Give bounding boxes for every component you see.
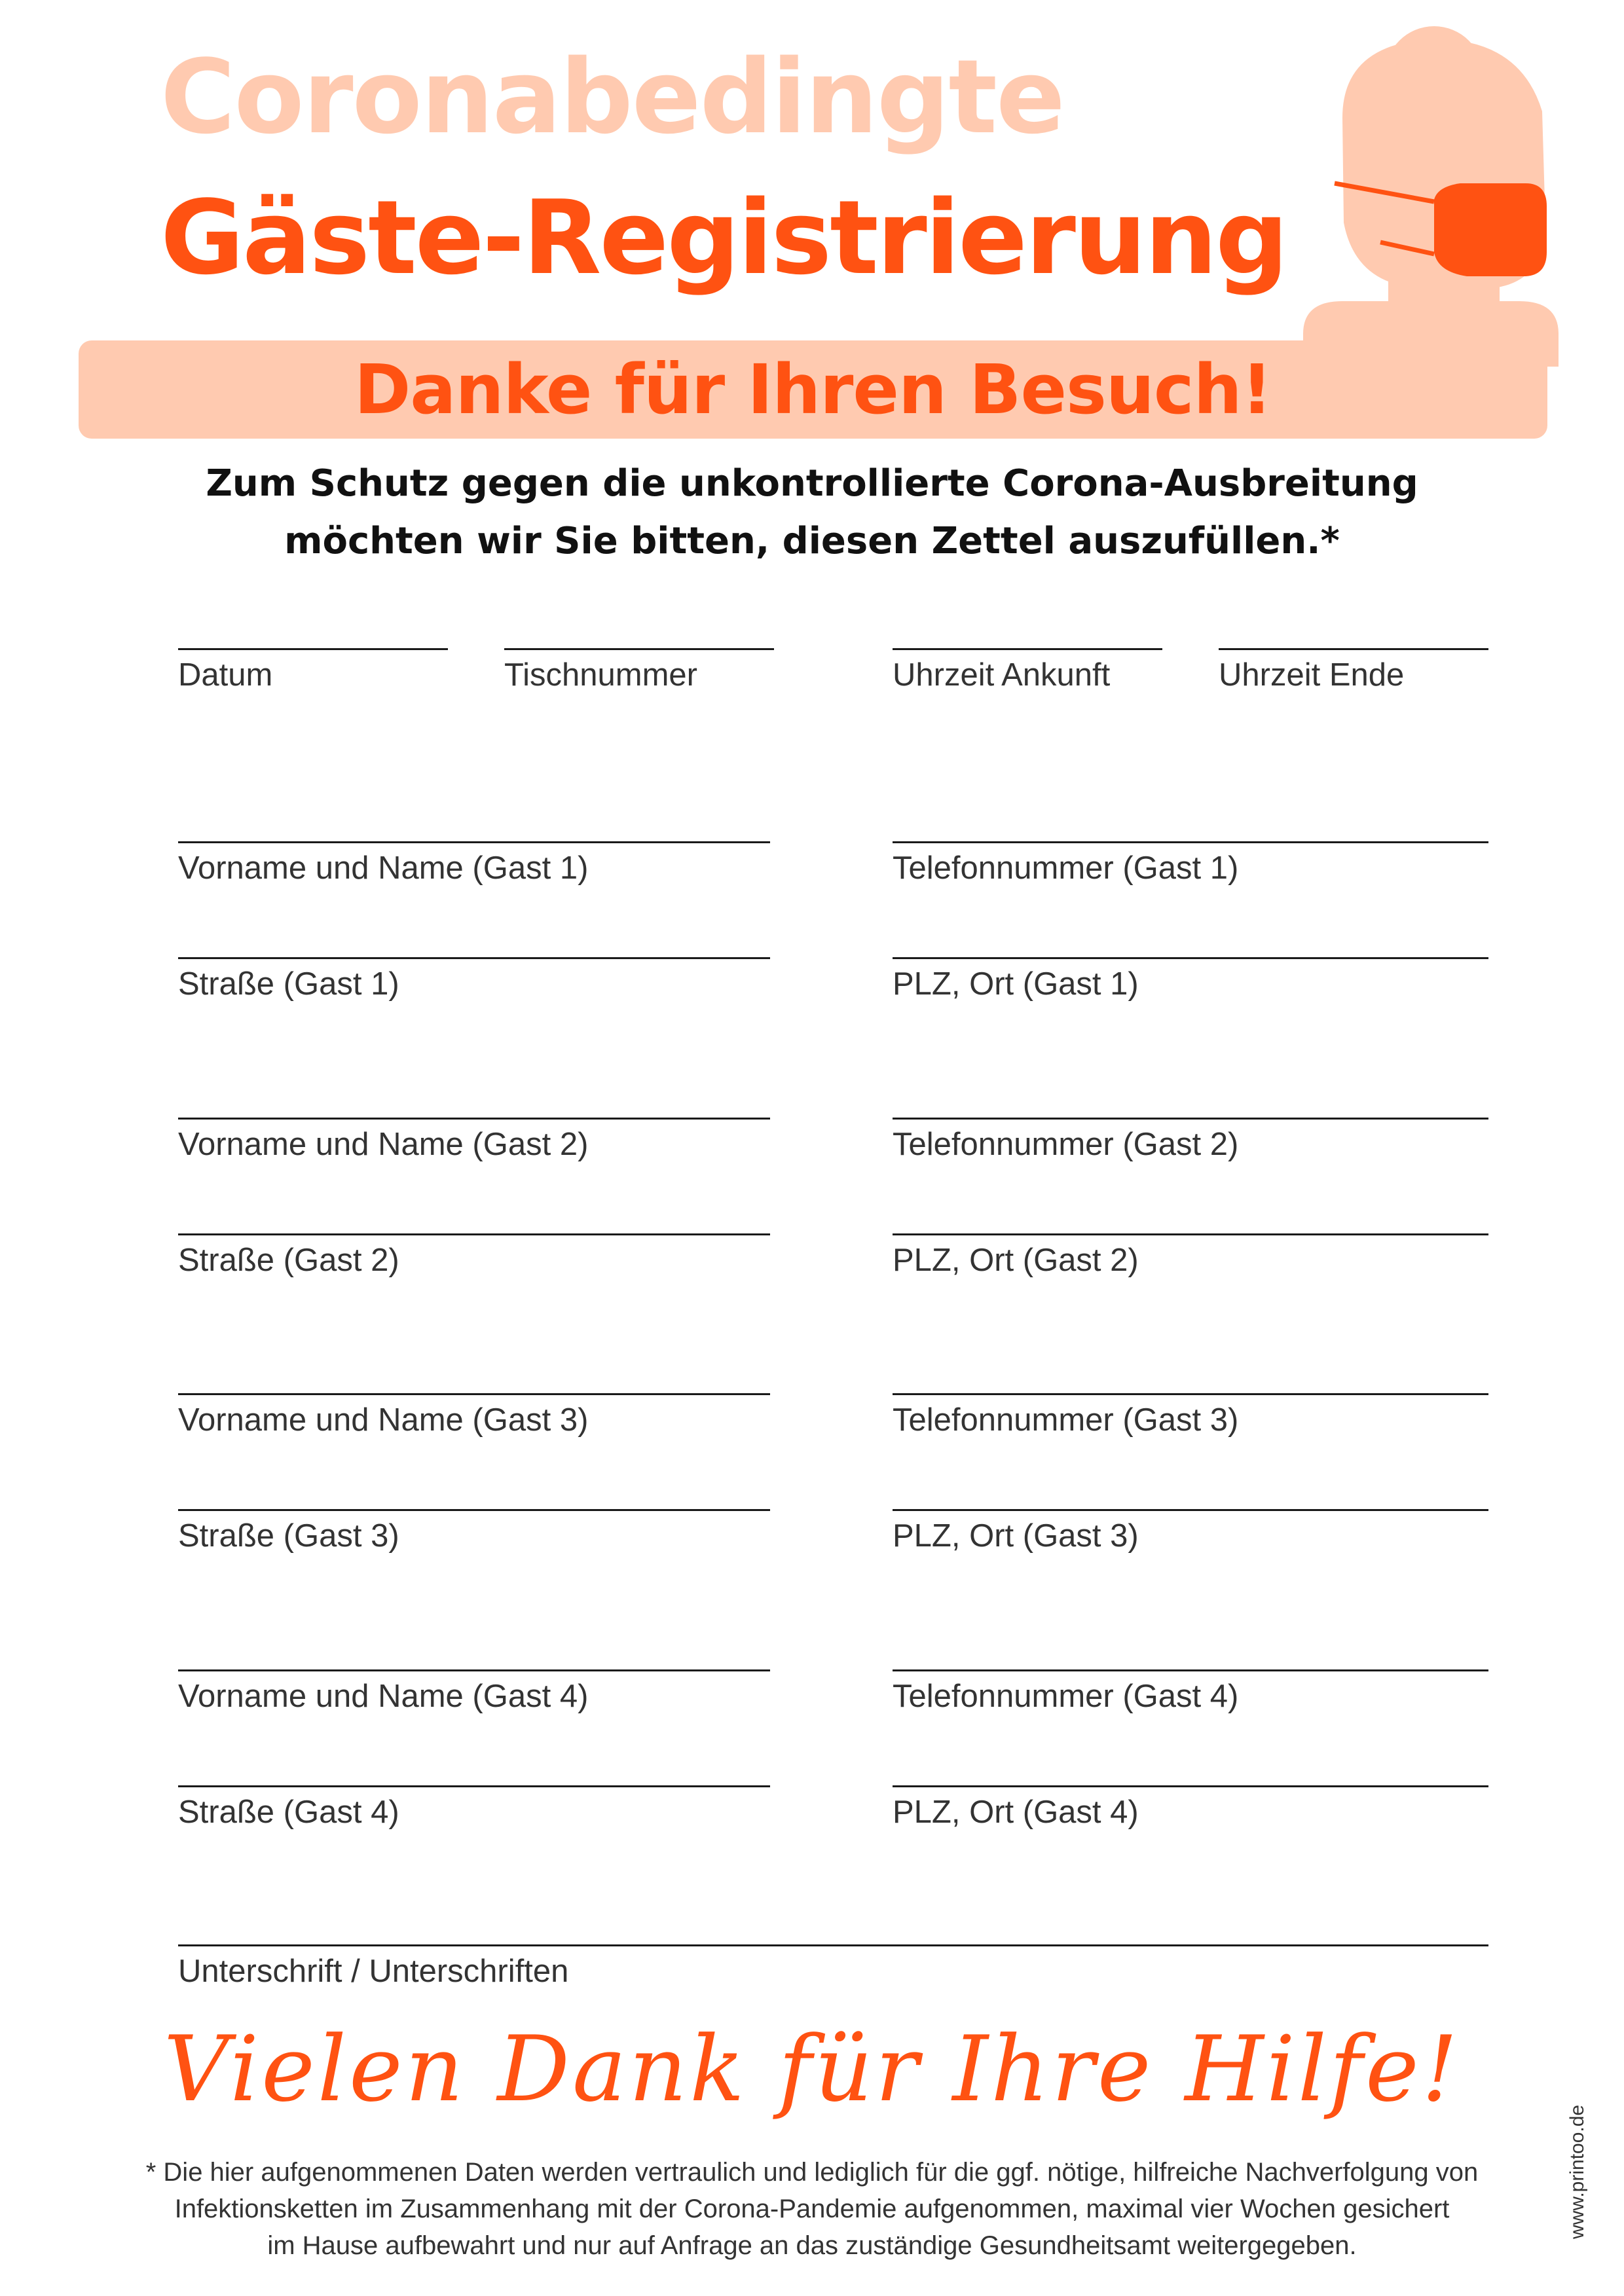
page-title: Gäste-Registrierung (160, 178, 1287, 297)
guest-street-line[interactable] (178, 1509, 770, 1511)
guest-street-field[interactable] (178, 1233, 770, 1277)
hair-bun-shape (1385, 26, 1483, 124)
guest-city-label: PLZ, Ort (Gast 4) (893, 1795, 1139, 1830)
guest-phone-line[interactable] (893, 1393, 1488, 1395)
guest-phone-label: Telefonnummer (Gast 2) (893, 1127, 1239, 1162)
guest-street-label: Straße (Gast 3) (178, 1518, 399, 1554)
guest-name-field[interactable] (178, 841, 770, 884)
guest-phone-label: Telefonnummer (Gast 4) (893, 1679, 1239, 1714)
guest-name-label: Vorname und Name (Gast 3) (178, 1402, 589, 1438)
signature-label: Unterschrift / Unterschriften (178, 1954, 569, 1989)
guest-name-field[interactable] (178, 1118, 770, 1161)
title-coronabedingte: Coronabedingte (160, 37, 1064, 156)
guest-street-line[interactable] (178, 1785, 770, 1787)
guest-phone-line[interactable] (893, 841, 1488, 843)
guest-name-line[interactable] (178, 841, 770, 843)
table-number-field[interactable] (504, 648, 774, 691)
privacy-footnote (98, 2154, 1526, 2264)
guest-street-field[interactable] (178, 957, 770, 1000)
guest-phone-label: Telefonnummer (Gast 1) (893, 850, 1239, 886)
banner-text: Danke für Ihren Besuch! (354, 350, 1272, 429)
guest-phone-field[interactable] (893, 1118, 1488, 1161)
arrival-time-line[interactable] (893, 648, 1162, 650)
guest-phone-line[interactable] (893, 1669, 1488, 1671)
guest-street-label: Straße (Gast 2) (178, 1243, 399, 1278)
guest-name-line[interactable] (178, 1393, 770, 1395)
intro-line-1: Zum Schutz gegen die unkontrollierte Corona-Ausbreitung (206, 462, 1418, 505)
guest-name-label: Vorname und Name (Gast 4) (178, 1679, 589, 1714)
date-field[interactable] (178, 648, 448, 691)
guest-street-line[interactable] (178, 957, 770, 959)
table-number-line[interactable] (504, 648, 774, 650)
mask-shape (1434, 183, 1547, 276)
guest-city-line[interactable] (893, 1233, 1488, 1235)
intro-text (131, 455, 1493, 570)
table-number-label: Tischnummer (504, 657, 697, 693)
website-credit: www.printoo.de (1566, 2104, 1588, 2239)
guest-city-label: PLZ, Ort (Gast 2) (893, 1243, 1139, 1278)
footnote-line-2: Infektionsketten im Zusammenhang mit der Corona-Pandemie aufgenommen, maximal vier Wochen gesichert (174, 2195, 1450, 2223)
guest-city-label: PLZ, Ort (Gast 1) (893, 966, 1139, 1002)
guest-city-line[interactable] (893, 957, 1488, 959)
intro-line-2: möchten wir Sie bitten, diesen Zettel auszufüllen.* (284, 520, 1340, 562)
footnote-line-3: im Hause aufbewahrt und nur auf Anfrage an das zuständige Gesundheitsamt weitergegeben. (267, 2231, 1357, 2260)
date-label: Datum (178, 657, 273, 693)
guest-city-field[interactable] (893, 1509, 1488, 1552)
arrival-time-field[interactable] (893, 648, 1162, 691)
date-line[interactable] (178, 648, 448, 650)
guest-name-field[interactable] (178, 1669, 770, 1713)
guest-street-field[interactable] (178, 1509, 770, 1552)
guest-name-line[interactable] (178, 1118, 770, 1120)
thank-you-message: Vielen Dank für Ihre Hilfe! (163, 2016, 1461, 2122)
guest-street-line[interactable] (178, 1233, 770, 1235)
guest-name-field[interactable] (178, 1393, 770, 1436)
guest-phone-field[interactable] (893, 1393, 1488, 1436)
guest-name-line[interactable] (178, 1669, 770, 1671)
guest-street-label: Straße (Gast 1) (178, 966, 399, 1002)
guest-street-field[interactable] (178, 1785, 770, 1829)
end-time-label: Uhrzeit Ende (1219, 657, 1405, 693)
guest-phone-field[interactable] (893, 1669, 1488, 1713)
signature-line[interactable] (178, 1944, 1488, 1946)
guest-name-label: Vorname und Name (Gast 2) (178, 1127, 589, 1162)
end-time-line[interactable] (1219, 648, 1488, 650)
guest-city-label: PLZ, Ort (Gast 3) (893, 1518, 1139, 1554)
signature-field[interactable] (178, 1944, 1488, 1988)
guest-city-field[interactable] (893, 1233, 1488, 1277)
guest-city-line[interactable] (893, 1509, 1488, 1511)
masked-person-icon (1303, 26, 1559, 367)
guest-phone-field[interactable] (893, 841, 1488, 884)
guest-city-field[interactable] (893, 1785, 1488, 1829)
guest-name-label: Vorname und Name (Gast 1) (178, 850, 589, 886)
guest-phone-line[interactable] (893, 1118, 1488, 1120)
guest-phone-label: Telefonnummer (Gast 3) (893, 1402, 1239, 1438)
guest-city-field[interactable] (893, 957, 1488, 1000)
footnote-line-1: * Die hier aufgenommenen Daten werden vertraulich und lediglich für die ggf. nötige, hilfreiche Nachverfolgung von (145, 2158, 1479, 2187)
guest-street-label: Straße (Gast 4) (178, 1795, 399, 1830)
arrival-time-label: Uhrzeit Ankunft (893, 657, 1111, 693)
end-time-field[interactable] (1219, 648, 1488, 691)
guest-city-line[interactable] (893, 1785, 1488, 1787)
